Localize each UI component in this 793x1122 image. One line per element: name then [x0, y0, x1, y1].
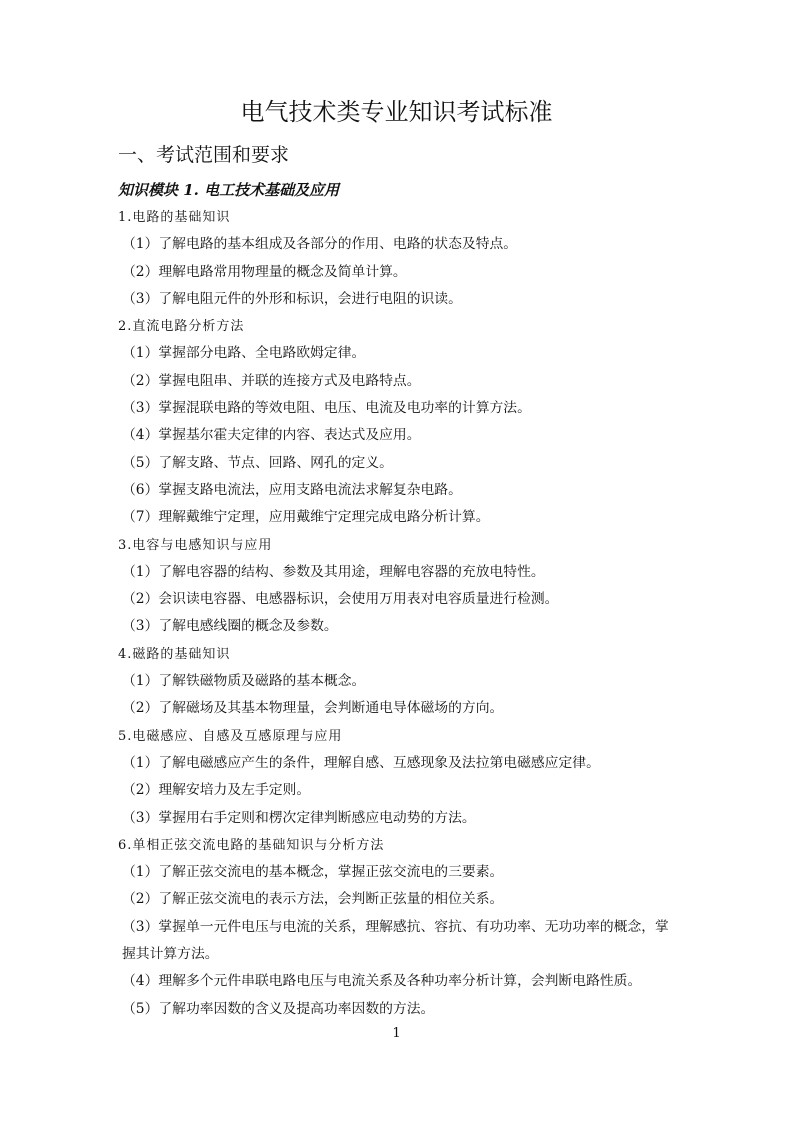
requirement-item: （4）理解多个元件串联电路电压与电流关系及各种功率分析计算，会判断电路性质。	[122, 973, 642, 990]
page-number: 1	[392, 1026, 401, 1041]
requirement-item: （1）掌握部分电路、全电路欧姆定律。	[122, 345, 366, 362]
section-heading: 一、考试范围和要求	[118, 144, 290, 166]
requirement-item: （2）理解电路常用物理量的概念及简单计算。	[122, 263, 407, 280]
requirement-item: （2）会识读电容器、电感器标识，会使用万用表对电容质量进行检测。	[122, 591, 559, 608]
requirement-item: （1）了解电容器的结构、参数及其用途，理解电容器的充放电特性。	[122, 563, 545, 580]
requirement-item: （3）掌握用右手定则和楞次定律判断感应电动势的方法。	[122, 809, 476, 826]
requirement-item: （7）理解戴维宁定理，应用戴维宁定理完成电路分析计算。	[122, 509, 490, 526]
requirement-item: （3）了解电感线圈的概念及参数。	[122, 618, 338, 635]
requirement-item: （3）了解电阻元件的外形和标识，会进行电阻的识读。	[122, 290, 462, 307]
subsection-title: 1.电路的基础知识	[118, 210, 231, 225]
requirement-item: （3）掌握混联电路的等效电阻、电压、电流及电功率的计算方法。	[122, 400, 531, 417]
requirement-item: （1）了解正弦交流电的基本概念，掌握正弦交流电的三要素。	[122, 864, 504, 881]
subsection-title: 4.磁路的基础知识	[118, 646, 231, 662]
subsection-title: 2.直流电路分析方法	[118, 319, 245, 335]
requirement-item: （4）掌握基尔霍夫定律的内容、表达式及应用。	[122, 427, 421, 444]
requirement-item: （2）掌握电阻串、并联的连接方式及电路特点。	[122, 372, 421, 389]
requirement-item: （5）了解功率因数的含义及提高功率因数的方法。	[122, 1000, 435, 1017]
requirement-item: （3）掌握单一元件电压与电流的关系，理解感抗、容抗、有功功率、无功功率的概念，掌握其计算方法。	[122, 918, 669, 963]
requirement-item: （1）了解铁磁物质及磁路的基本概念。	[122, 673, 366, 690]
document-body	[118, 204, 678, 1023]
requirement-item: （5）了解支路、节点、回路、网孔的定义。	[122, 454, 393, 471]
requirement-item: （2）了解正弦交流电的表示方法，会判断正弦量的相位关系。	[122, 891, 504, 908]
module-heading: 知识模块 1. 电工技术基础及应用	[118, 181, 340, 199]
document-title: 电气技术类专业知识考试标准	[240, 98, 553, 126]
requirement-item: （2）理解安培力及左手定则。	[122, 782, 311, 799]
requirement-item: （6）掌握支路电流法，应用支路电流法求解复杂电路。	[122, 481, 462, 498]
requirement-item: （2）了解磁场及其基本物理量，会判断通电导体磁场的方向。	[122, 700, 504, 717]
requirement-item: （1）了解电路的基本组成及各部分的作用、电路的状态及特点。	[122, 236, 518, 253]
subsection-title: 5.电磁感应、自感及互感原理与应用	[118, 728, 343, 744]
subsection-title: 6.单相正弦交流电路的基础知识与分析方法	[118, 837, 385, 853]
requirement-item: （1）了解电磁感应产生的条件，理解自感、互感现象及法拉第电磁感应定律。	[122, 754, 600, 771]
subsection-title: 3.电容与电感知识与应用	[118, 537, 273, 553]
